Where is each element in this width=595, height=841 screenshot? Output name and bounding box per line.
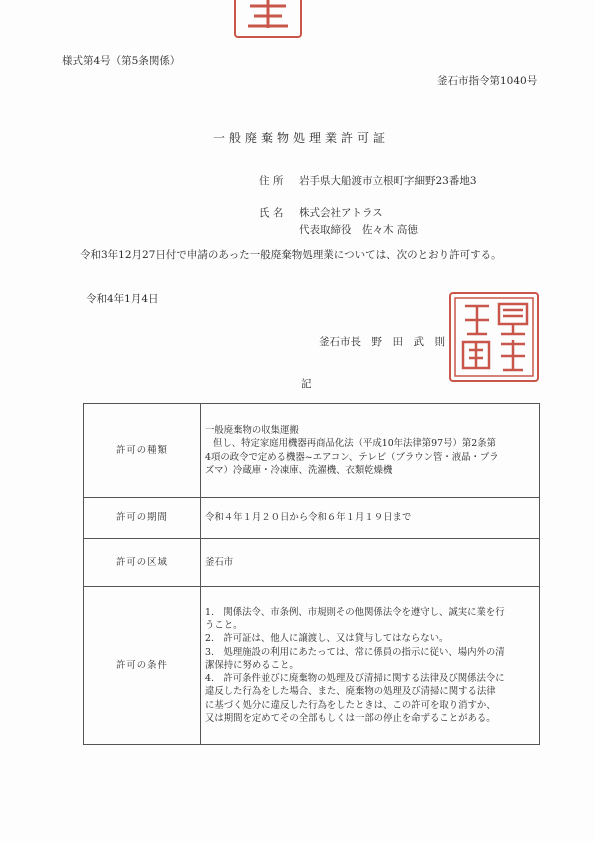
row-value <box>201 404 540 498</box>
permit-conditions-table <box>83 403 540 745</box>
row-label: 許可の区域 <box>84 539 201 587</box>
row-label: 許可の種類 <box>84 404 201 498</box>
condition-line: 3. 処理施設の利用にあたっては、常に係員の指示に従い、場内外の清 <box>205 646 505 658</box>
name-label: 氏 名 <box>259 207 284 219</box>
address-label: 住 所 <box>259 175 284 187</box>
document-title: 一般廃棄物処理業許可証 <box>213 131 390 145</box>
type-line: 4項の政令で定める機器~エアコン、テレビ（ブラウン管・液晶・プラ <box>205 451 499 463</box>
table-row <box>84 539 540 587</box>
row-label: 許可の期間 <box>84 498 201 539</box>
table-row <box>84 498 540 539</box>
table-row <box>84 587 540 745</box>
issue-date: 令和4年1月4日 <box>86 293 159 305</box>
condition-line: 潔保持に努めること。 <box>205 659 299 671</box>
condition-line: 違反した行為をした場合、また、廃棄物の処理及び清掃に関する法律 <box>205 686 496 698</box>
table-row <box>84 404 540 498</box>
row-value <box>201 587 540 745</box>
company-name: 株式会社アトラス <box>299 207 383 219</box>
mayor-name: 釜石市長 野 田 武 則 <box>319 336 445 348</box>
form-reference: 様式第4号（第5条関係） <box>62 55 181 67</box>
row-value <box>201 539 540 587</box>
condition-line: 又は期間を定めてその全部もしくは一部の停止を命ずることがある。 <box>205 712 496 724</box>
permit-number: 釜石市指令第1040号 <box>437 75 538 87</box>
body-text: 令和3年12月27日付で申請のあった一般廃棄物処理業については、次のとおり許可する。 <box>80 249 502 261</box>
area-line: 釜石市 <box>205 556 234 568</box>
condition-line: 2. 許可証は、他人に譲渡し、又は貸与してはならない。 <box>205 633 449 645</box>
address-value: 岩手県大船渡市立根町字細野23番地3 <box>299 175 477 187</box>
official-seal-stamp <box>449 292 539 382</box>
type-line: 但し、特定家庭用機器再商品化法（平成10年法律第97号）第2条第 <box>213 438 496 450</box>
condition-line: に基づく処分に違反した行為をしたときは、この許可を取り消すか、 <box>205 699 496 711</box>
top-seal-stamp <box>234 0 302 38</box>
row-label: 許可の条件 <box>84 587 201 745</box>
representative-name: 代表取締役 佐々木 高徳 <box>299 224 418 236</box>
ki-heading: 記 <box>301 378 312 390</box>
row-value <box>201 498 540 539</box>
period-line: 令和４年１月２０日から令和６年１月１９日まで <box>205 512 412 524</box>
type-line: 一般廃棄物の収集運搬 <box>205 425 299 437</box>
condition-line: うこと。 <box>205 620 243 632</box>
condition-line: 4. 許可条件並びに廃棄物の処理及び清掃に関する法律及び関係法令に <box>205 673 505 685</box>
condition-line: 1. 関係法令、市条例、市規則その他関係法令を遵守し、誠実に業を行 <box>205 607 505 619</box>
type-line: ズマ）冷蔵庫・冷凍庫、洗濯機、衣類乾燥機 <box>205 464 393 476</box>
